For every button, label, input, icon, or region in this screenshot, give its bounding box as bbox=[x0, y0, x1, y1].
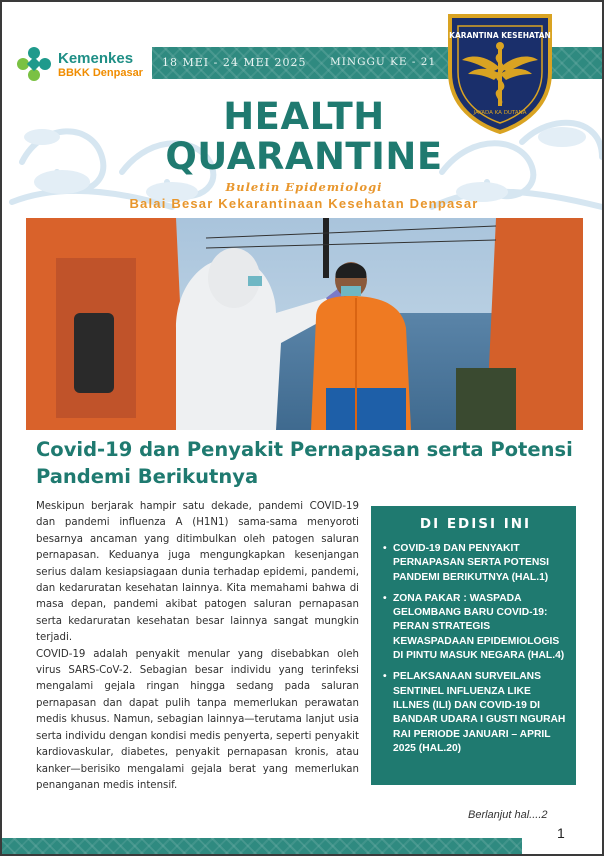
article-headline: Covid-19 dan Penyakit Pernapasan serta Potensi Pandemi Berikutnya bbox=[36, 438, 573, 488]
emblem-bottom-text: JAYADA KA DUTANA bbox=[473, 110, 527, 116]
issue-date-range: 18 MEI - 24 MEI 2025 bbox=[162, 56, 307, 69]
footer-band bbox=[2, 838, 522, 856]
logo-name: Kemenkes bbox=[58, 50, 134, 67]
in-this-edition-title: DI EDISI INI bbox=[419, 516, 532, 532]
organization-name: Balai Besar Kekarantinaan Kesehatan Denpasar bbox=[129, 196, 479, 211]
article-paragraph: COVID-19 adalah penyakit menular yang disebabkan oleh virus SARS-CoV-2. Sebagian besar individu yang terinfeksi mengalami gejala ringan hingga sedang pada saluran pernapasan dan dapat pulih tanpa memerlukan perawatan medis khusus. Namun, sebagian lainnya—terutama lanjut usia serta individu dengan kondisi medis penyerta, seperti penyakit kardiovaskular, diabetes, penyakit pernapasan kronis, atau kanker—berisiko mengalami gejala berat yang memerlukan penanganan medis intensif. bbox=[36, 648, 359, 791]
continued-note: Berlanjut hal....2 bbox=[468, 809, 548, 821]
emblem-top-text: KARANTINA KESEHATAN bbox=[449, 31, 551, 40]
masthead-title-line1: HEALTH bbox=[223, 95, 385, 138]
masthead-title-line2: QUARANTINE bbox=[165, 135, 443, 178]
cover-photo-swab-test bbox=[26, 218, 583, 430]
edition-contents-item[interactable]: • COVID-19 DAN PENYAKIT PERNAPASAN SERTA POTENSI PANDEMI BERIKUTNYA (HAL.1) bbox=[385, 542, 566, 585]
issue-week-label: MINGGU KE - 21 bbox=[330, 56, 437, 68]
edition-contents-item[interactable]: • ZONA PAKAR : WASPADA GELOMBANG BARU COVID-19: PERAN STRATEGIS KEWASPADAAN EPIDEMIOLOGIS DI PINTU MASUK NEGARA (HAL.4) bbox=[385, 592, 566, 663]
edition-contents-list bbox=[385, 542, 566, 756]
edition-contents-item[interactable]: • PELAKSANAAN SURVEILANS SENTINEL INFLUENZA LIKE ILLNES (ILI) DAN COVID-19 DI BANDAR UDARA I GUSTI NGURAH RAI PERIODE JANUARI – APRIL 2025 (HAL.20) bbox=[385, 670, 566, 756]
page-number: 1 bbox=[557, 825, 565, 841]
logo-unit: BBKK Denpasar bbox=[58, 67, 143, 79]
masthead-subtitle: Buletin Epidemiologi bbox=[225, 180, 383, 194]
article-paragraph: Meskipun berjarak hampir satu dekade, pandemi COVID-19 dan pandemi influenza A (H1N1) sama-sama menyoroti besarnya ancaman yang ditimbulkan oleh patogen saluran pernapasan. Keduanya juga mengungkapkan kesenjangan serius dalam kesiapsiagaan dunia terhadap epidemi, pandemi, dan kedaruratan kesehatan lainnya. Kita memahami bahwa di masa depan, pandemi akibat patogen saluran pernapasan serta kedaruratan kesehatan besar lainnya sangat mungkin terjadi. bbox=[36, 501, 359, 644]
in-this-edition-box bbox=[371, 506, 576, 785]
article-body bbox=[36, 499, 359, 794]
